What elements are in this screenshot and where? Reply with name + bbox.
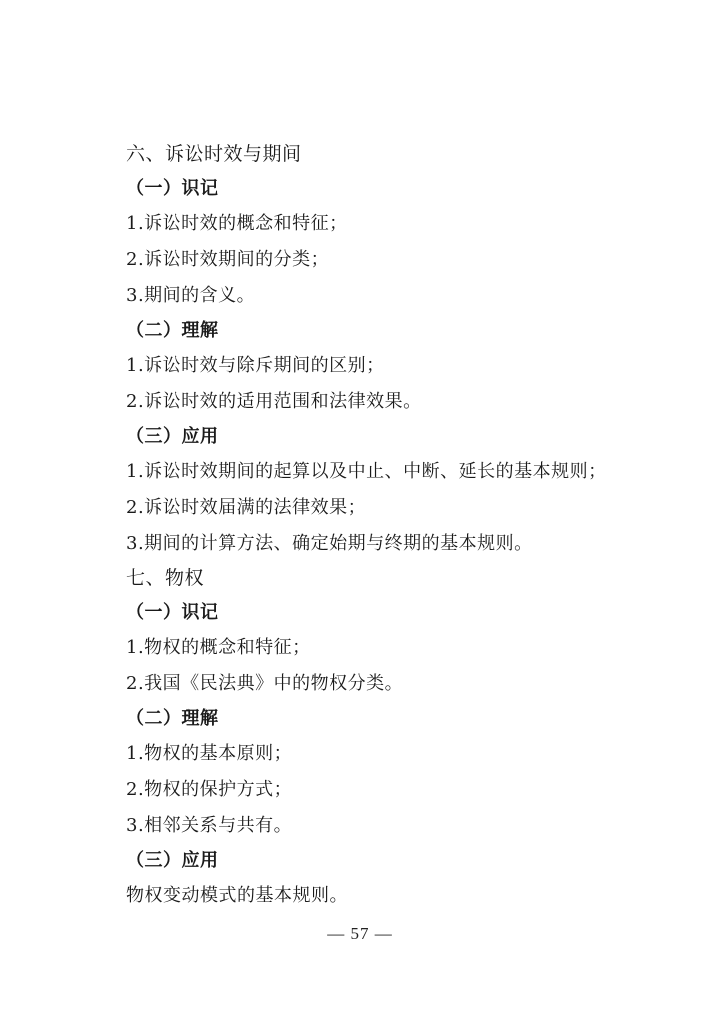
list-item: 1.物权的概念和特征； (126, 637, 311, 658)
section-heading: 七、物权 (126, 567, 205, 589)
subsection-heading: （二）理解 (126, 708, 219, 729)
subsection-heading: （一）识记 (126, 178, 219, 199)
list-item: 3.期间的含义。 (126, 285, 256, 306)
list-item: 1.物权的基本原则； (126, 743, 293, 764)
list-item: 1.诉讼时效期间的起算以及中止、中断、延长的基本规则； (126, 461, 607, 482)
list-item: 3.相邻关系与共有。 (126, 815, 293, 836)
subsection-heading: （二）理解 (126, 320, 219, 341)
page-number: — 57 — (327, 924, 393, 943)
section-heading: 六、诉讼时效与期间 (126, 143, 302, 165)
subsection-heading: （三）应用 (126, 426, 219, 447)
list-item: 2.我国《民法典》中的物权分类。 (126, 673, 404, 694)
list-item: 1.诉讼时效的概念和特征； (126, 213, 348, 234)
list-item: 2.诉讼时效的适用范围和法律效果。 (126, 391, 422, 412)
list-item: 物权变动模式的基本规则。 (126, 885, 348, 906)
list-item: 2.诉讼时效期间的分类； (126, 249, 330, 270)
subsection-heading: （三）应用 (126, 850, 219, 871)
list-item: 3.期间的计算方法、确定始期与终期的基本规则。 (126, 533, 533, 554)
subsection-heading: （一）识记 (126, 602, 219, 623)
list-item: 2.物权的保护方式； (126, 779, 293, 800)
list-item: 1.诉讼时效与除斥期间的区别； (126, 355, 385, 376)
list-item: 2.诉讼时效届满的法律效果； (126, 497, 367, 518)
